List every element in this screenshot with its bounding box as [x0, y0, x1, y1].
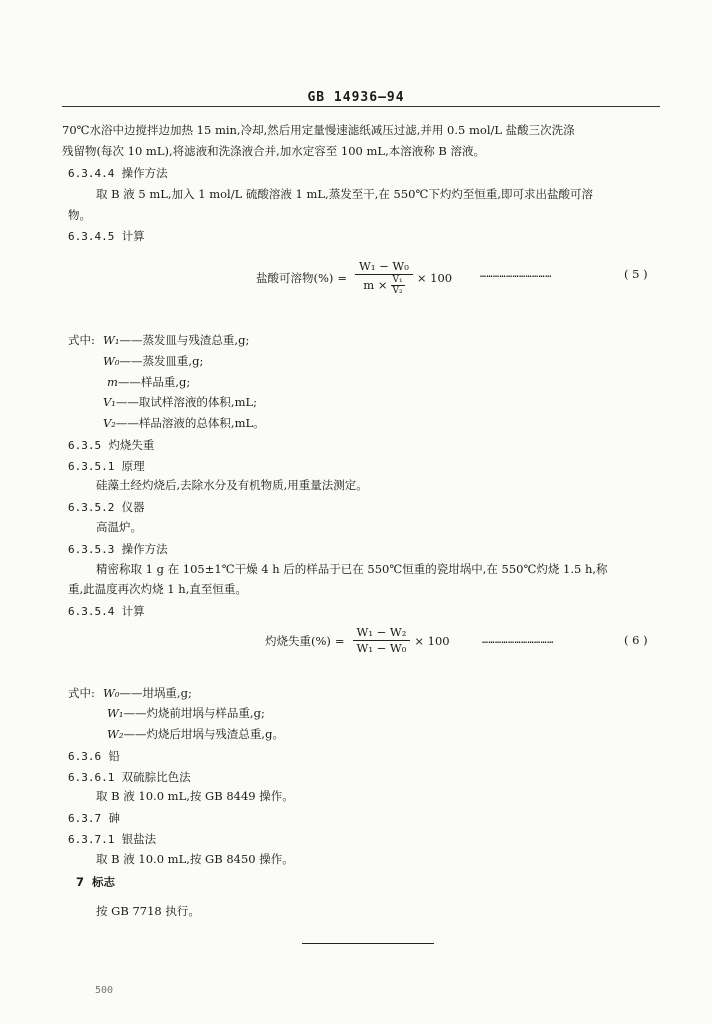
ratio-numerator: V₁	[392, 275, 403, 285]
paragraph-line: 取 B 液 5 mL,加入 1 mol/L 硫酸溶液 1 mL,蒸发至干,在 550℃下灼灼至恒重,即可求出盐酸可溶	[96, 187, 593, 201]
principle-text: 硅藻土经灼烧后,去除水分及有机物质,用重量法测定。	[96, 478, 368, 492]
page-number: 500	[95, 985, 114, 996]
multiplier: × 100	[416, 270, 453, 285]
variable-definition: W₀——坩埚重,g;	[103, 686, 192, 700]
formula-lhs: 盐酸可溶物(%)	[256, 270, 334, 285]
variable-definition: W₀——蒸发皿重,g;	[103, 354, 204, 368]
equation-tag: ( 5 )	[624, 267, 648, 281]
paragraph-line: 物。	[68, 208, 91, 222]
equals-sign: =	[337, 270, 348, 285]
equation-tag: ( 6 )	[624, 633, 648, 647]
section-heading-6354: 6.3.5.4 计算	[68, 604, 145, 618]
variable-definition: W₁——蒸发皿与残渣总重,g;	[103, 333, 250, 347]
section-number: 6.3.4.5	[68, 230, 115, 243]
header-rule	[62, 106, 660, 107]
section-heading-6345	[68, 228, 145, 244]
denominator-m: m ×	[363, 278, 388, 292]
section-heading-6351: 6.3.5.1 原理	[68, 459, 145, 473]
fraction	[355, 259, 413, 296]
where-prefix: 式中:	[68, 333, 95, 347]
section-title: 计算	[121, 229, 145, 243]
variable-definition: W₂——灼烧后坩埚与残渣总重,g。	[107, 727, 284, 741]
paragraph-line: 重,此温度再次灼烧 1 h,直至恒重。	[68, 582, 247, 596]
section-heading-6371: 6.3.7.1 银盐法	[68, 832, 157, 846]
leader-dots: ……………………………	[480, 269, 552, 280]
paragraph-line: 70℃水浴中边搅拌边加热 15 min,冷却,然后用定量慢速滤纸减压过滤,并用 0.5 mol/L 盐酸三次洗涤	[62, 123, 575, 137]
equals-sign: =	[334, 633, 345, 648]
volume-ratio	[391, 275, 405, 296]
section-heading-6361: 6.3.6.1 双硫腙比色法	[68, 770, 191, 784]
formula-lhs: 灼烧失重(%)	[265, 633, 331, 648]
leader-dots: ……………………………	[482, 635, 554, 646]
variable-definition: V₁——取试样溶液的体积,mL;	[103, 395, 257, 409]
denominator	[359, 275, 408, 296]
multiplier: × 100	[414, 633, 450, 648]
formula-5	[256, 259, 452, 296]
section-heading-636: 6.3.6 铅	[68, 749, 120, 763]
marking-text: 按 GB 7718 执行。	[96, 904, 200, 918]
section-heading-6353: 6.3.5.3 操作方法	[68, 542, 168, 556]
variable-definition: V₂——样品溶液的总体积,mL。	[103, 416, 265, 430]
where-prefix: 式中:	[68, 686, 95, 700]
variable-definition: W₁——灼烧前坩埚与样品重,g;	[107, 706, 265, 720]
fraction	[353, 625, 411, 656]
section-heading-635: 6.3.5 灼烧失重	[68, 438, 155, 452]
document-header: GB 14936—94	[307, 90, 405, 105]
section-number: 6.3.4.4	[68, 167, 115, 180]
section-heading-6344	[68, 165, 168, 181]
section-heading-637: 6.3.7 砷	[68, 811, 120, 825]
formula-6	[265, 625, 450, 656]
lead-method-text: 取 B 液 10.0 mL,按 GB 8449 操作。	[96, 789, 294, 803]
numerator: W₁ − W₂	[353, 625, 411, 641]
variable-definition: m——样品重,g;	[107, 375, 191, 389]
instrument-text: 高温炉。	[96, 520, 142, 534]
section-heading-7: 7 标志	[76, 875, 116, 889]
section-title: 操作方法	[121, 166, 168, 180]
ratio-denominator: V₂	[392, 286, 403, 296]
end-rule	[302, 943, 434, 944]
numerator: W₁ − W₀	[355, 259, 413, 275]
paragraph-line: 残留物(每次 10 mL),将滤液和洗涤液合并,加水定容至 100 mL,本溶液称 B 溶液。	[62, 144, 485, 158]
paragraph-line: 精密称取 1 g 在 105±1℃干燥 4 h 后的样品于已在 550℃恒重的瓷坩埚中,在 550℃灼烧 1.5 h,称	[96, 562, 608, 576]
denominator: W₁ − W₀	[356, 641, 407, 655]
arsenic-method-text: 取 B 液 10.0 mL,按 GB 8450 操作。	[96, 852, 294, 866]
section-heading-6352: 6.3.5.2 仪器	[68, 500, 145, 514]
